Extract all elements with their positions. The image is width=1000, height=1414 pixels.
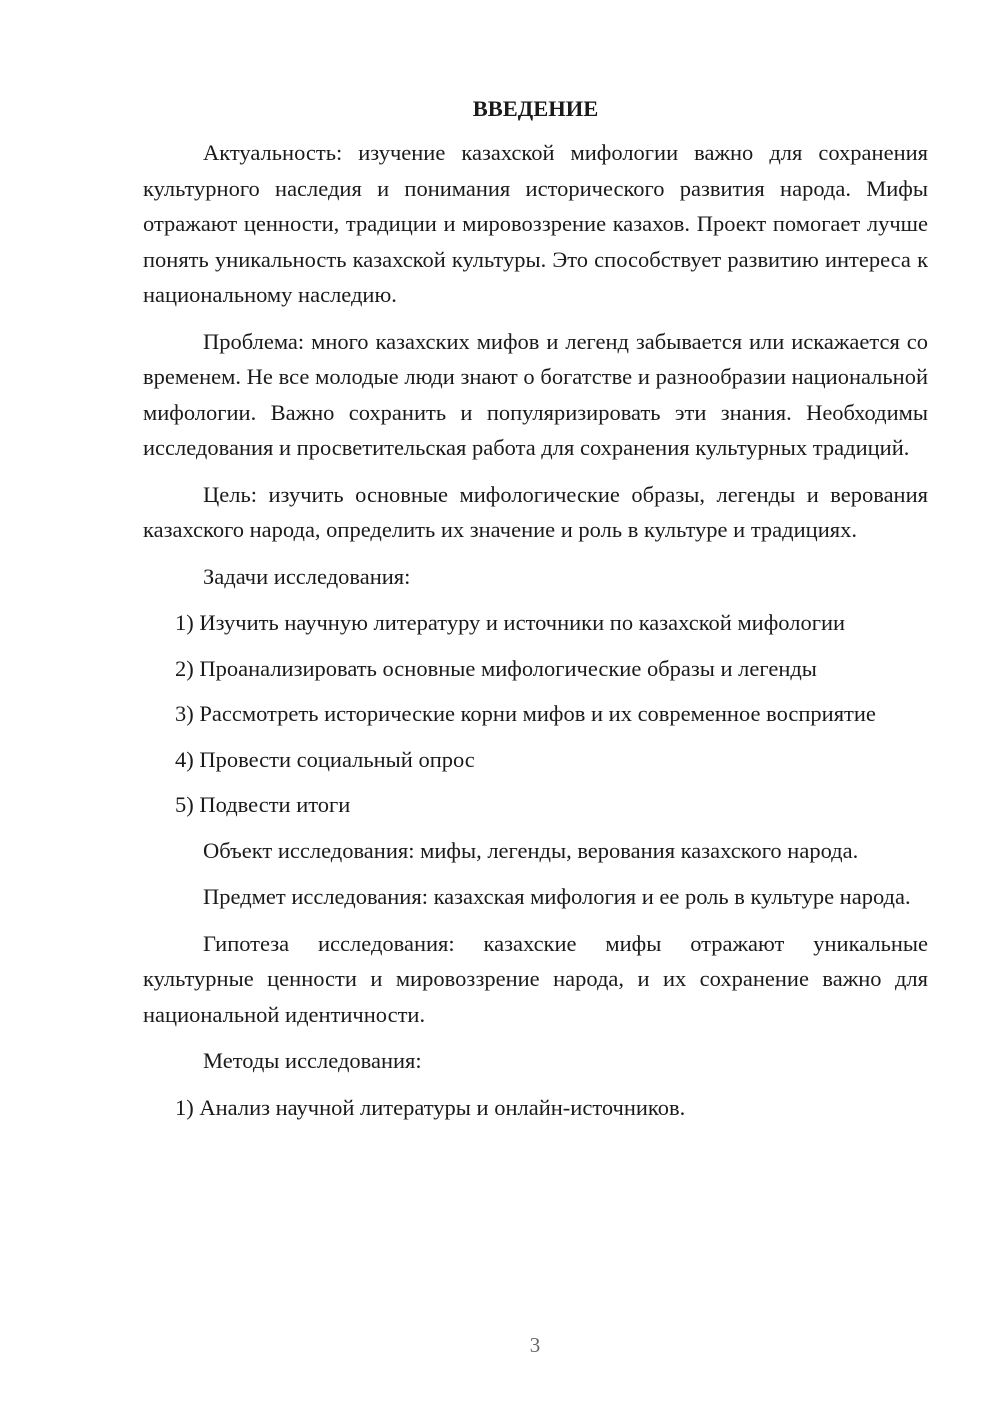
subject-paragraph: Предмет исследования: казахская мифология и ее роль в культуре народа. — [203, 884, 911, 909]
task-item-2: 2) Проанализировать основные мифологические образы и легенды — [175, 655, 817, 681]
hypothesis-paragraph: Гипотеза исследования: казахские мифы отражают уникальные культурные ценности и мировоззрение народа, и их сохранение важно для национальной идентичности. — [143, 930, 928, 1027]
page-content — [143, 94, 928, 1135]
task-item-4: 4) Провести социальный опрос — [175, 746, 475, 772]
object-paragraph: Объект исследования: мифы, легенды, верования казахского народа. — [203, 837, 859, 863]
goal-paragraph: Цель: изучить основные мифологические образы, легенды и верования казахского народа, определить их значение и роль в культуре и традициях. — [143, 481, 928, 542]
tasks-title: Задачи исследования: — [203, 563, 411, 589]
task-item-5: 5) Подвести итоги — [175, 792, 351, 817]
page-heading: ВВЕДЕНИЕ — [472, 96, 599, 121]
methods-title: Методы исследования: — [203, 1048, 422, 1073]
problem-paragraph: Проблема: много казахских мифов и легенд забывается или искажается со временем. Не все молодые люди знают о богатстве и разнообразии национальной мифологии. Важно сохранить и популяризировать эти знания. Необходимы исследования и просветительская работа для сохранения культурных традиций. — [143, 328, 928, 460]
relevance-paragraph: Актуальность: изучение казахской мифологии важно для сохранения культурного наследия и понимания исторического развития народа. Мифы отражают ценности, традиции и мировоззрение казахов. Проект помогает лучше понять уникальность казахской культуры. Это способствует развитию интереса к национальному наследию. — [143, 140, 928, 307]
task-item-1: 1) Изучить научную литературу и источники по казахской мифологии — [175, 610, 846, 635]
page-number: 3 — [529, 1333, 541, 1357]
method-item-1: 1) Анализ научной литературы и онлайн-источников. — [175, 1094, 686, 1120]
task-item-3: 3) Рассмотреть исторические корни мифов и их современное восприятие — [175, 701, 876, 726]
